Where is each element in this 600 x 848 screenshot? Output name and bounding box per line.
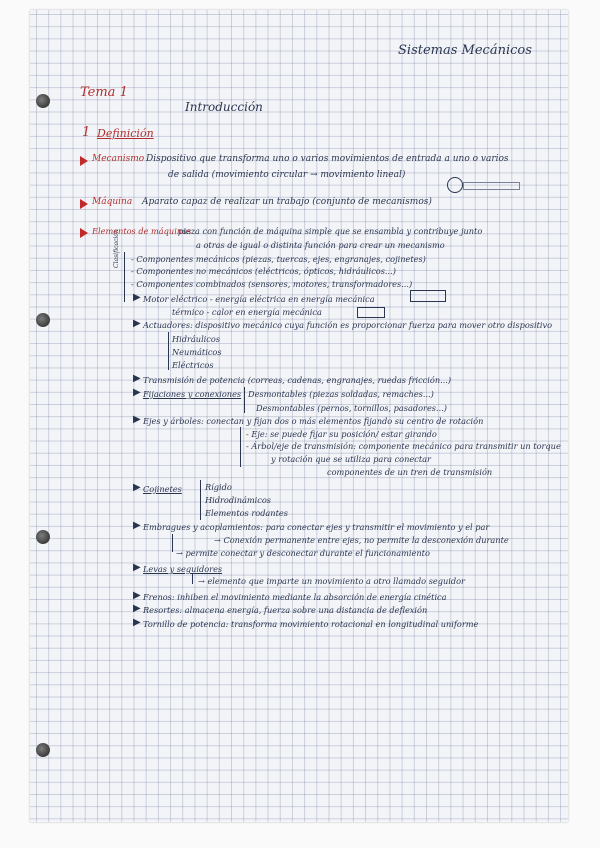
section-title: Definición: [97, 127, 154, 140]
arrow-levas: ▶: [133, 562, 141, 573]
term-maquina: Máquina: [92, 197, 133, 207]
fijaciones-option-1: Desmontables (piezas soldadas, remaches...): [248, 389, 434, 399]
ejes-sub-4: componentes de un tren de transmisión: [327, 467, 493, 477]
arrow-fijaciones: ▶: [133, 387, 141, 398]
bullet-mecanismo: [80, 156, 88, 166]
header-subject: Sistemas Mecánicos: [398, 43, 532, 58]
punch-hole-mid-upper: [36, 313, 50, 327]
actuador-type-3: Eléctricos: [172, 360, 214, 370]
class-item-2: - Componentes no mecánicos (eléctricos, ópticos, hidráulicos...): [131, 266, 396, 276]
ejes-line: Ejes y árboles: conectan y fijan dos o más elementos fijando su centro de rotación: [143, 416, 484, 426]
bullet-elementos: [80, 228, 88, 238]
ejes-sub-1: - Eje: se puede fijar su posición/ estar girando: [246, 429, 437, 439]
embragues-line: Embragues y acoplamientos: para conectar ejes y transmitir el movimiento y el par: [143, 522, 490, 532]
motor-sketch-icon: [410, 290, 446, 302]
arrow-motor: ▶: [133, 292, 141, 303]
cojinetes-type-2: Hidrodinámicos: [205, 495, 271, 505]
bullet-maquina: [80, 199, 88, 209]
arrow-cojinetes: ▶: [133, 482, 141, 493]
tornillo-line: Tornillo de potencia: transforma movimiento rotacional en longitudinal uniforme: [143, 619, 479, 629]
topic-title: Introducción: [185, 100, 263, 114]
fijaciones-bracket: [244, 387, 245, 413]
engine-sketch-icon: [357, 307, 385, 318]
punch-hole-bottom: [36, 743, 50, 757]
arrow-transmision: ▶: [133, 373, 141, 384]
embragues-bracket: [172, 534, 173, 552]
embragues-sub-1: → Conexión permanente entre ejes, no permite la desconexión durante: [214, 535, 509, 545]
resortes-line: Resortes: almacena energía, fuerza sobre una distancia de deflexión: [143, 605, 428, 615]
arrow-frenos: ▶: [133, 590, 141, 601]
shaft-sketch-icon: [463, 182, 520, 190]
cojinetes-bracket: [200, 480, 201, 520]
levas-bracket: [192, 574, 193, 584]
classification-bracket: [124, 252, 125, 302]
punch-hole-mid-lower: [36, 530, 50, 544]
ejes-sub-3: y rotación que se utiliza para conectar: [271, 454, 431, 464]
motor-line2: térmico - calor en energía mecánica: [172, 307, 322, 317]
fijaciones-term: Fijaciones y conexiones: [143, 389, 242, 399]
arrow-tornillo: ▶: [133, 617, 141, 628]
term-mecanismo: Mecanismo: [92, 154, 145, 164]
arrow-embragues: ▶: [133, 520, 141, 531]
punch-hole-top: [36, 94, 50, 108]
cojinetes-type-1: Rígido: [205, 482, 232, 492]
arrow-ejes: ▶: [133, 414, 141, 425]
def-elementos-line2: a otras de igual o distinta función para crear un mecanismo: [196, 240, 445, 250]
actuadores-bracket: [168, 332, 169, 370]
def-mecanismo-line2: de salida (movimiento circular → movimiento lineal): [168, 170, 406, 180]
motor-line1: Motor eléctrico - energía eléctrica en energía mecánica: [143, 294, 375, 304]
def-elementos-line1: pieza con función de máquina simple que se ensambla y contribuye junto: [178, 226, 483, 236]
gear-sketch-icon: [447, 177, 463, 193]
levas-sub: → elemento que imparte un movimiento a otro llamado seguidor: [198, 576, 465, 586]
arrow-actuadores: ▶: [133, 318, 141, 329]
actuador-type-2: Neumáticos: [172, 347, 222, 357]
cojinetes-term: Cojinetes: [143, 484, 182, 494]
embragues-sub-2: → permite conectar y desconectar durante el funcionamiento: [176, 548, 430, 558]
actuador-type-1: Hidráulicos: [172, 334, 221, 344]
section-number: 1: [82, 125, 91, 140]
term-elementos: Elementos de máquinas: [92, 226, 192, 236]
classification-label: Clasificación: [113, 229, 120, 268]
class-item-3: - Componentes combinados (sensores, motores, transformadores...): [131, 279, 413, 289]
def-mecanismo-line1: Dispositivo que transforma uno o varios movimientos de entrada a uno o varios: [146, 154, 509, 164]
ejes-sub-2: - Árbol/eje de transmisión: componente mecánico para transmitir un torque: [246, 441, 561, 451]
cojinetes-type-3: Elementos rodantes: [205, 508, 288, 518]
arrow-resortes: ▶: [133, 603, 141, 614]
def-maquina: Aparato capaz de realizar un trabajo (conjunto de mecanismos): [142, 197, 432, 207]
levas-term: Levas y seguidores: [143, 564, 223, 574]
actuadores-line: Actuadores: dispositivo mecánico cuya función es proporcionar fuerza para mover otro dispositivo: [143, 320, 553, 330]
frenos-line: Frenos: inhiben el movimiento mediante la absorción de energía cinética: [143, 592, 447, 602]
transmision-line: Transmisión de potencia (correas, cadenas, engranajes, ruedas fricción...): [143, 375, 452, 385]
class-item-1: - Componentes mecánicos (piezas, tuercas, ejes, engranajes, cojinetes): [131, 254, 426, 264]
topic-number: Tema 1: [80, 85, 128, 100]
ejes-bracket: [240, 427, 241, 467]
fijaciones-option-2: Desmontables (pernos, tornillos, pasadores...): [256, 403, 447, 413]
